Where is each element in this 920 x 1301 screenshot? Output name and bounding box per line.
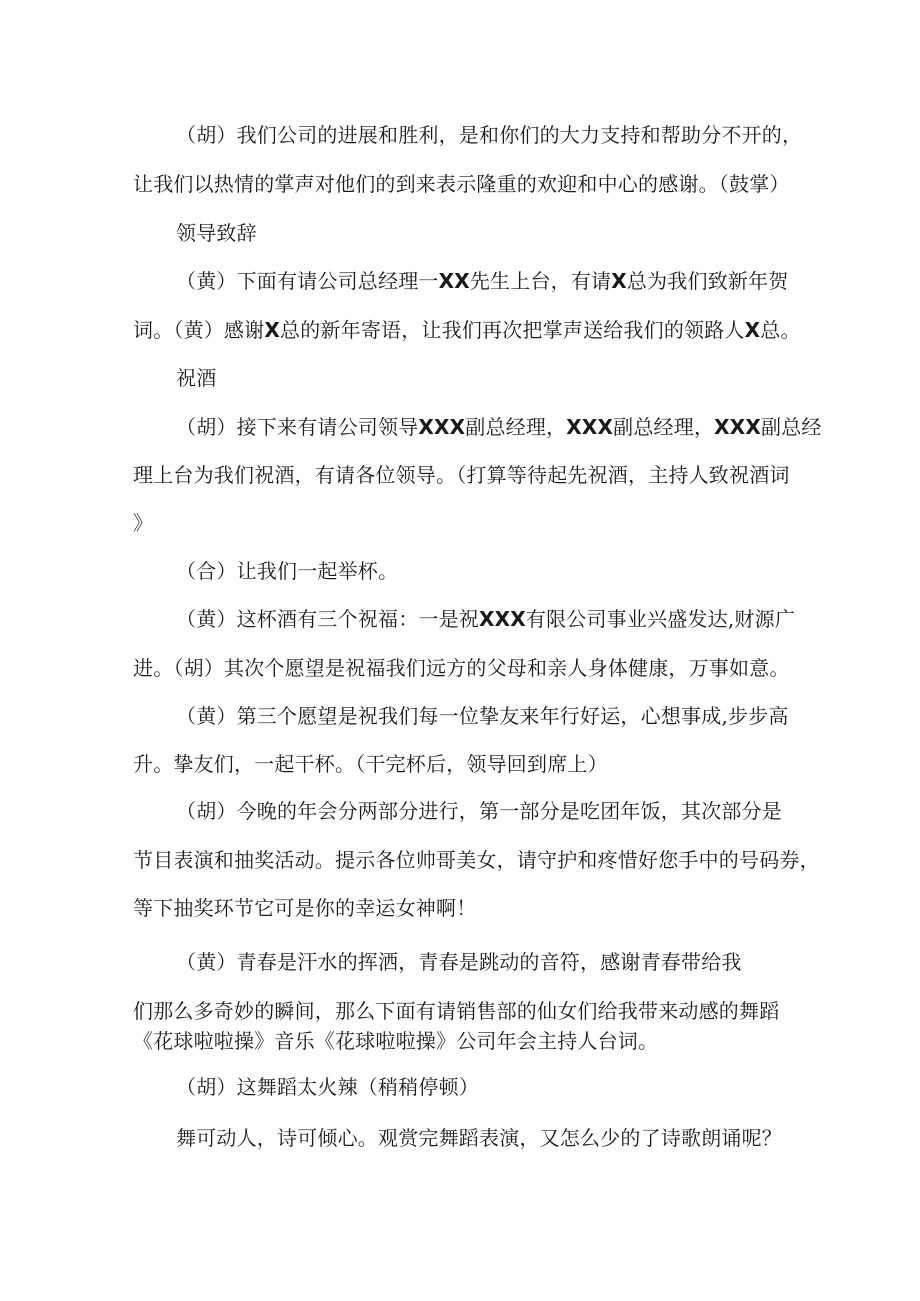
section-heading: 领导致辞 [176,221,257,245]
placeholder-mark: X [744,318,761,342]
text-line: （黄）这杯酒有三个祝福：一是祝XXX有限公司事业兴盛发达,财源广 [176,607,796,631]
section-heading: 祝酒 [176,366,217,390]
text-line: 让我们以热情的掌声对他们的到来表示隆重的欢迎和中心的感谢。（鼓掌） [133,172,790,196]
text-line: 词。（黄）感谢X总的新年寄语，让我们再次把掌声送给我们的领路人X总。 [133,318,801,342]
text-line: 进。（胡）其次个愿望是祝福我们远方的父母和亲人身体健康，万事如意。 [133,656,790,680]
text-line: （胡）我们公司的进展和胜利，是和你们的大力支持和帮助分不开的， [176,123,803,147]
text-line: （黄）下面有请公司总经理一XX先生上台，有请X总为我们致新年贺 [176,269,789,293]
text-line: 升。挚友们，一起干杯。（干完杯后，领导回到席上） [133,752,608,776]
text-line: 理上台为我们祝酒，有请各位领导。（打算等待起先祝酒，主持人致祝酒词 [133,463,790,487]
placeholder-mark: XXX [566,415,614,439]
text-line: （黄）青春是汗水的挥洒，青春是跳动的音符，感谢青春带给我 [176,950,742,974]
text-line: 等下抽奖环节它可是你的幸运女神啊！ [133,896,477,920]
placeholder-mark: X [611,269,627,293]
text-line: 《花球啦啦操》音乐《花球啦啦操》公司年会主持人台词。 [133,1029,659,1053]
placeholder-mark: XX [438,269,470,293]
text-line: （胡）今晚的年会分两部分进行，第一部分是吃团年饭，其次部分是 [176,799,782,823]
placeholder-mark: XXX [479,607,526,631]
text-line: （黄）第三个愿望是祝我们每一位挚友来年行好运，心想事成,步步高 [176,704,789,728]
placeholder-mark: XXX [714,415,762,439]
text-line: （合）让我们一起举杯。 [176,559,399,583]
text-line: 节目表演和抽奖活动。提示各位帅哥美女，请守护和疼惜好您手中的号码券， [133,848,820,872]
text-line: 》 [133,511,154,535]
placeholder-mark: XXX [418,415,466,439]
text-line: 舞可动人，诗可倾心。观赏完舞蹈表演，又怎么少的了诗歌朗诵呢？ [176,1126,782,1150]
text-line: 们那么多奇妙的瞬间，那么下面有请销售部的仙女们给我带来动感的舞蹈 [133,999,780,1023]
text-line: （胡）接下来有请公司领导XXX副总经理，XXX副总经理，XXX副总经 [176,415,822,439]
placeholder-mark: X [264,318,281,342]
text-line: （胡）这舞蹈太火辣（稍稍停顿） [176,1075,479,1099]
